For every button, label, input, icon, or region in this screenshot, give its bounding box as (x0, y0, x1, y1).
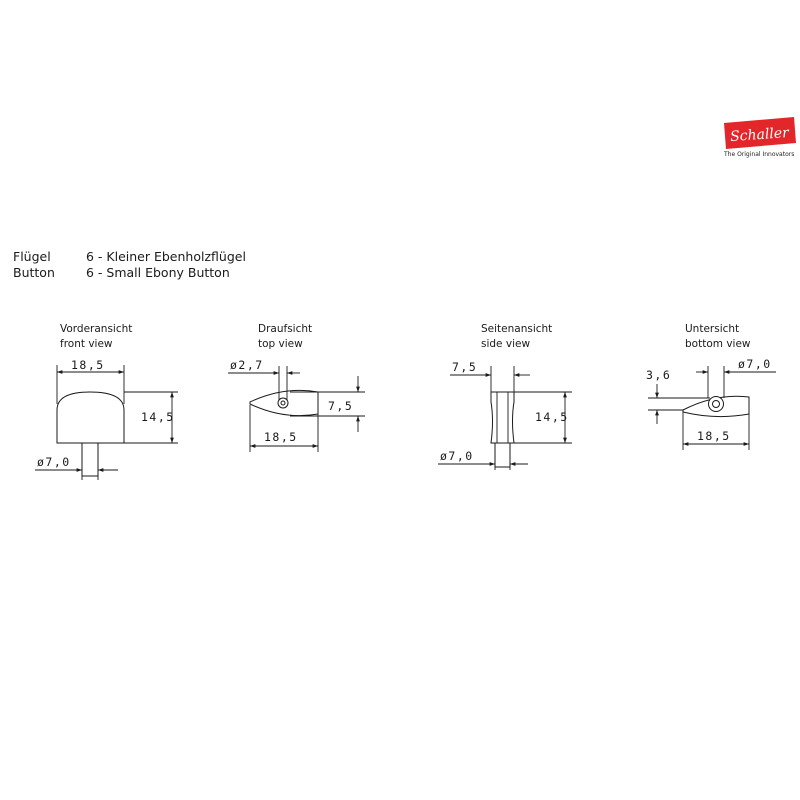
bottom-view-title-en: bottom view (685, 338, 751, 350)
side-view (438, 360, 572, 470)
side-view-title-de: Seitenansicht (481, 323, 553, 335)
front-view-title-en: front view (60, 338, 113, 350)
side-view-title-en: side view (481, 338, 531, 350)
front-button-body (57, 392, 124, 443)
top-hole-inner (281, 401, 285, 405)
bottom-offset-dim: 3,6 (646, 368, 672, 382)
top-width-dim: 18,5 (264, 430, 298, 444)
spec-key: Flügel (13, 249, 51, 264)
spec-value: 6 - Small Ebony Button (86, 265, 230, 280)
side-shaft (495, 443, 510, 467)
top-thickness-dim: 7,5 (328, 399, 354, 413)
top-view (228, 358, 365, 452)
spec-key: Button (13, 265, 55, 280)
front-shaft (82, 443, 98, 476)
spec-value: 6 - Kleiner Ebenholzflügel (86, 249, 246, 264)
bottom-view-title-de: Untersicht (685, 323, 740, 335)
side-shaft-dim: ø7,0 (440, 449, 474, 463)
bottom-view (646, 357, 776, 450)
bottom-bore-inner (713, 401, 720, 408)
front-shaft-dim: ø7,0 (37, 455, 71, 469)
bottom-bore-dim: ø7,0 (738, 357, 772, 371)
side-thickness-dim: 7,5 (452, 360, 478, 374)
side-button-body (491, 392, 514, 443)
top-hole-dim: ø2,7 (230, 358, 264, 372)
side-height-dim: 14,5 (535, 410, 569, 424)
front-height-dim: 14,5 (141, 410, 175, 424)
front-view (35, 358, 178, 480)
logo-tagline: The Original Innovators (724, 151, 795, 158)
top-view-title-de: Draufsicht (258, 323, 313, 335)
front-view-title-de: Vorderansicht (60, 323, 133, 335)
top-view-title-en: top view (258, 338, 303, 350)
bottom-width-dim: 18,5 (697, 429, 731, 443)
logo-brand-text: Schaller (729, 125, 790, 146)
front-width-dim: 18,5 (71, 358, 105, 372)
